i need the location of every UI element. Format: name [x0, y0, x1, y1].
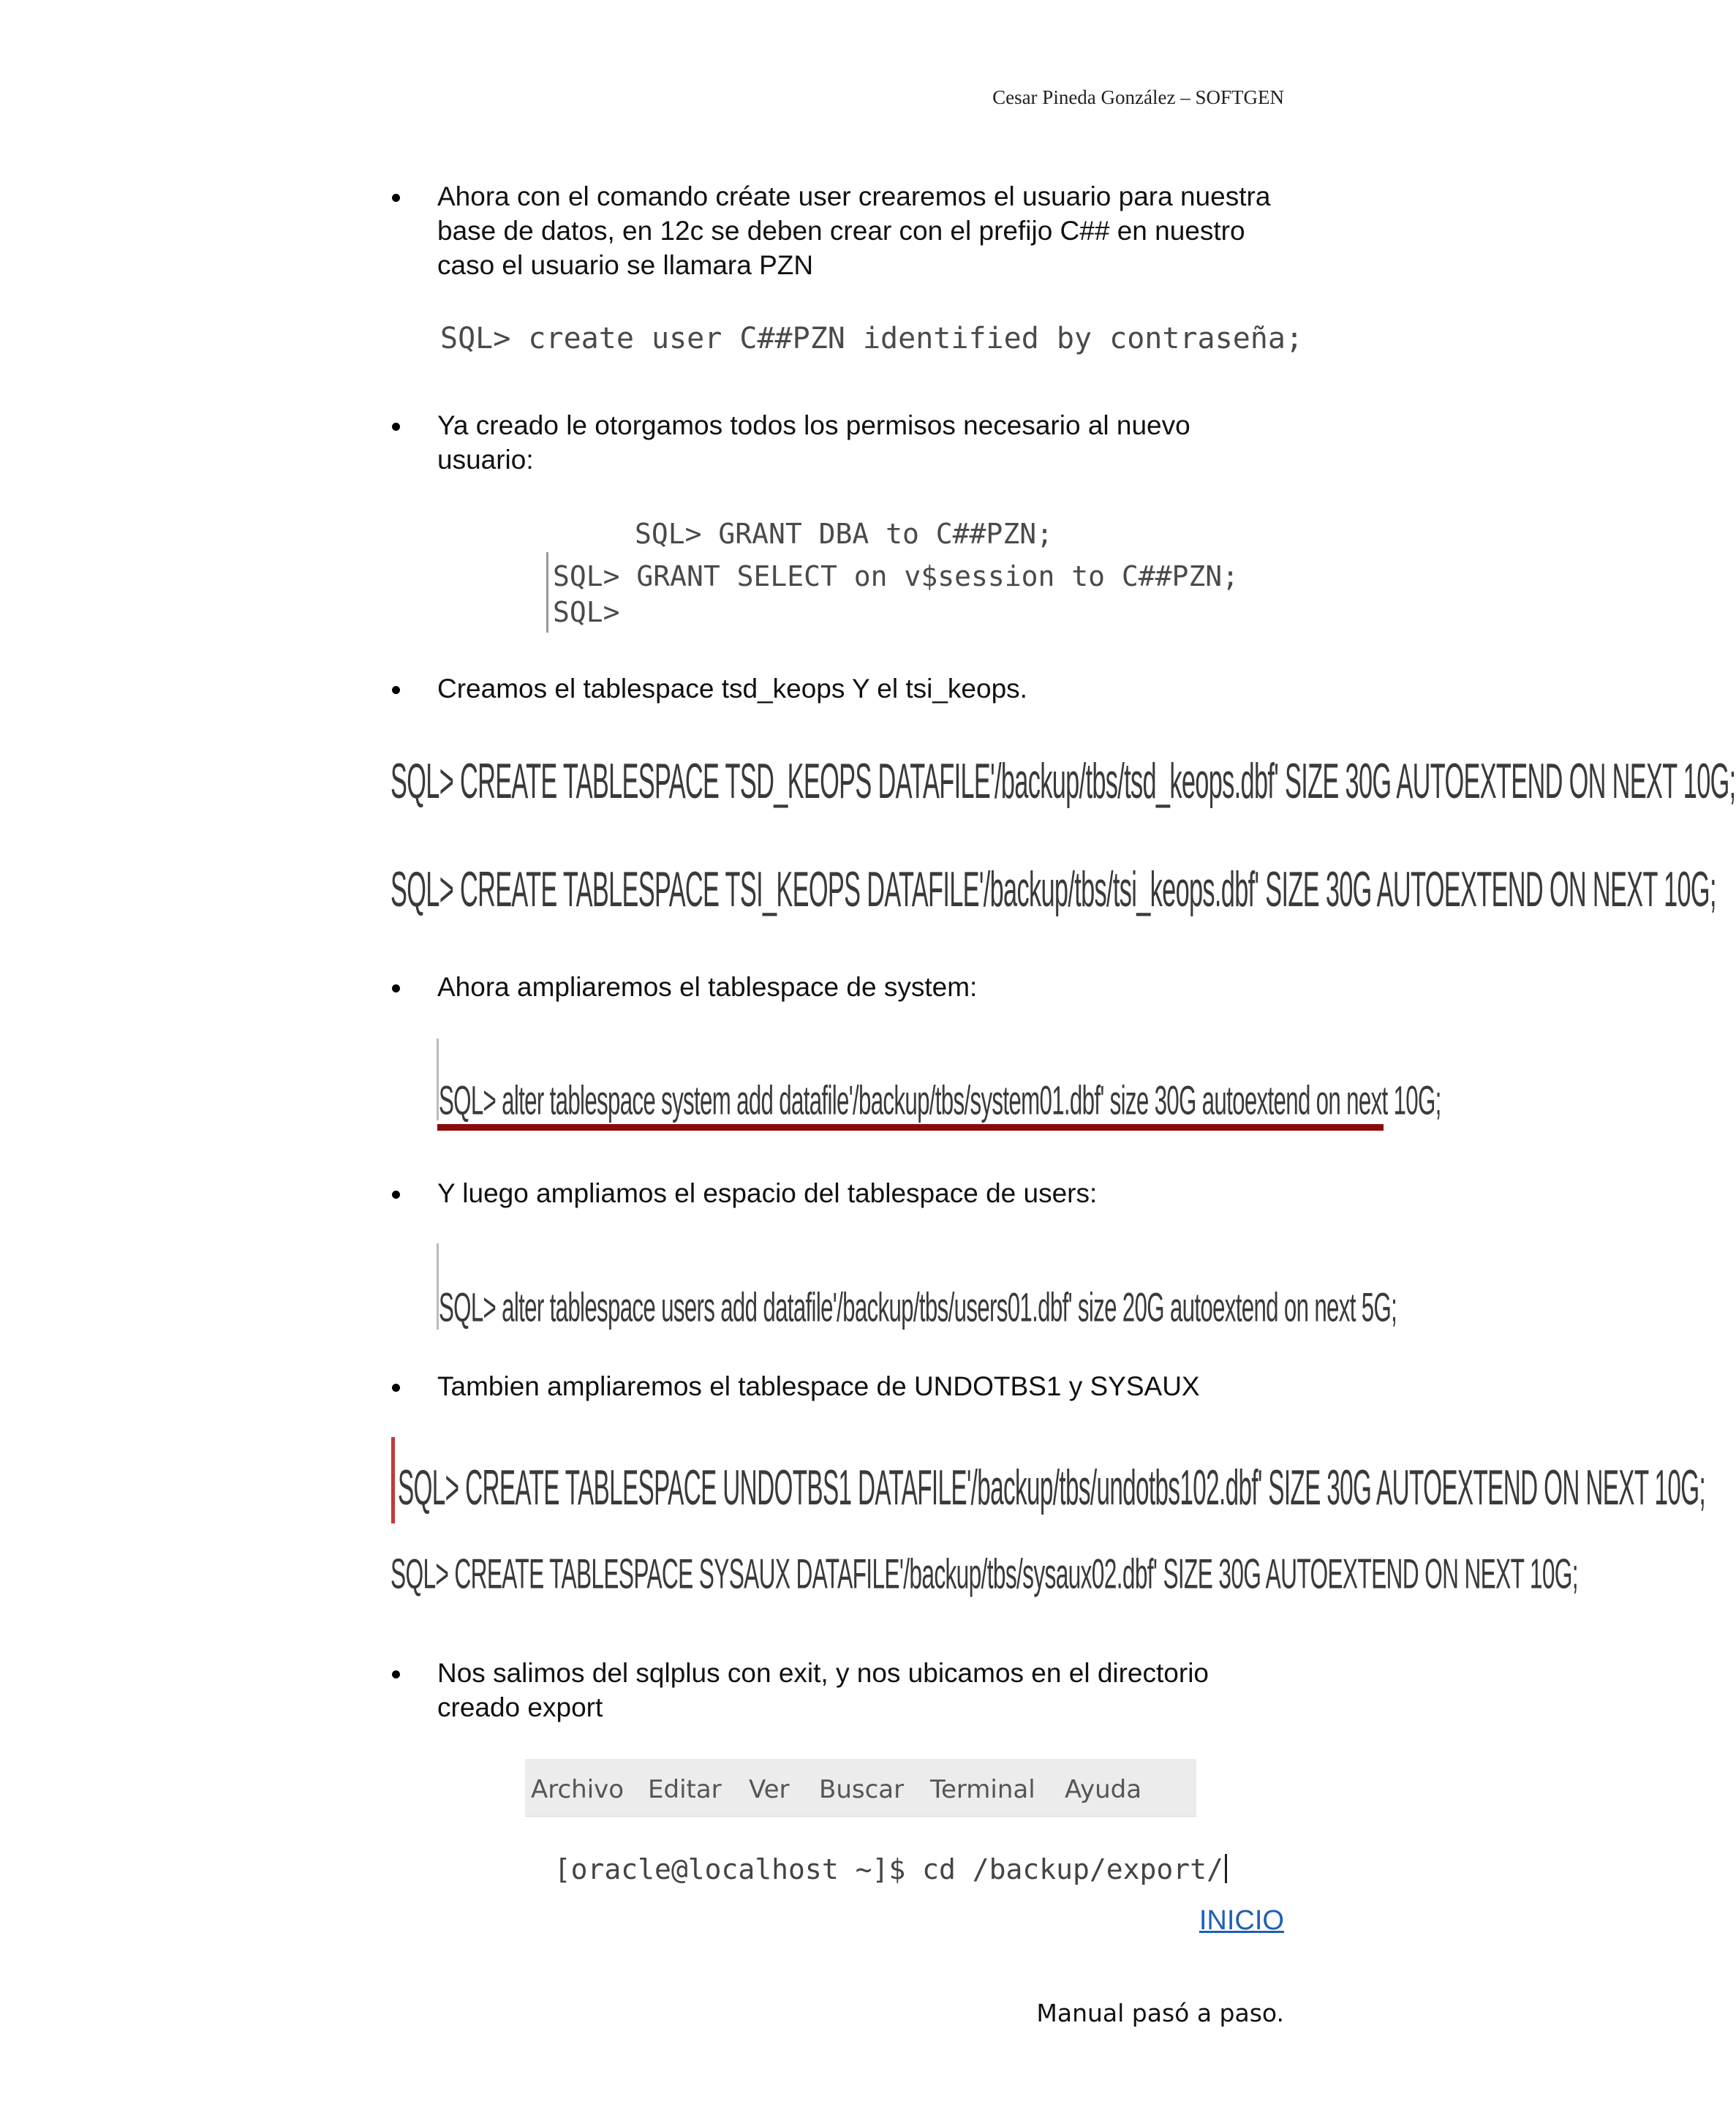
cursor-icon — [1225, 1854, 1227, 1883]
bullet-icon — [392, 423, 400, 431]
menu-buscar[interactable]: Buscar — [819, 1775, 905, 1804]
bullet-icon — [392, 194, 400, 202]
step-text: Y luego ampliamos el espacio del tablespace de users: — [437, 1178, 1098, 1208]
bullet-icon — [392, 686, 400, 694]
code-tbs-tsi: SQL> CREATE TABLESPACE TSI_KEOPS DATAFILE'/backup/tbs/tsi_keops.dbf' SIZE 30G AUTOEXTEND ON NEXT 10G; — [390, 862, 1716, 918]
code-sql-prompt: SQL> — [553, 596, 620, 628]
menu-terminal[interactable]: Terminal — [930, 1775, 1035, 1804]
page-footer: Manual pasó a paso. — [1036, 1999, 1284, 2027]
step-text: Ahora ampliaremos el tablespace de system: — [437, 972, 978, 1002]
bullet-icon — [392, 1384, 400, 1392]
step-text: Tambien ampliaremos el tablespace de UNDOTBS1 y SYSAUX — [437, 1371, 1200, 1401]
bullet-icon — [392, 1191, 400, 1199]
inicio-link[interactable]: INICIO — [1199, 1905, 1284, 1936]
code-grant-select: SQL> GRANT SELECT on v$session to C##PZN; — [553, 560, 1239, 592]
step-text: Ya creado le otorgamos todos los permisos necesario al nuevo usuario: — [437, 410, 1190, 475]
console-left-border — [391, 1437, 395, 1523]
terminal-command-line[interactable] — [521, 1821, 1227, 1885]
bullet-icon — [392, 984, 400, 992]
code-tbs-sysaux: SQL> CREATE TABLESPACE SYSAUX DATAFILE'/backup/tbs/sysaux02.dbf' SIZE 30G AUTOEXTEND ON NEXT 10G; — [390, 1551, 1578, 1598]
code-alter-system: SQL> alter tablespace system add datafile'/backup/tbs/system01.dbf' size 30G autoextend on next 10G; — [439, 1077, 1441, 1123]
code-grant-dba: SQL> GRANT DBA to C##PZN; — [635, 518, 1053, 550]
console-left-border — [546, 552, 548, 633]
window-red-border — [437, 1124, 1384, 1131]
code-tbs-undo: SQL> CREATE TABLESPACE UNDOTBS1 DATAFILE'/backup/tbs/undotbs102.dbf' SIZE 30G AUTOEXTEND ON NEXT 10G; — [398, 1461, 1706, 1516]
menu-editar[interactable]: Editar — [648, 1775, 722, 1804]
bullet-icon — [392, 1670, 400, 1678]
page-header: Cesar Pineda González – SOFTGEN — [992, 86, 1284, 108]
step-text: Ahora con el comando créate user crearemos el usuario para nuestra base de datos, en 12c se deben crear con el prefijo C## en nuestro caso el usuario se llamara PZN — [437, 181, 1271, 280]
code-create-user: SQL> create user C##PZN identified by contraseña; — [440, 322, 1304, 355]
menu-archivo[interactable]: Archivo — [531, 1775, 624, 1804]
code-alter-users: SQL> alter tablespace users add datafile'/backup/tbs/users01.dbf' size 20G autoextend on next 5G; — [439, 1284, 1397, 1330]
terminal-menubar — [525, 1759, 1196, 1817]
terminal-command-text: [oracle@localhost ~]$ cd /backup/export/ — [554, 1853, 1223, 1885]
step-text: Nos salimos del sqlplus con exit, y nos ubicamos en el directorio creado export — [437, 1658, 1209, 1722]
step-text: Creamos el tablespace tsd_keops Y el tsi_keops. — [437, 674, 1027, 704]
menu-ver[interactable]: Ver — [749, 1775, 790, 1804]
menu-ayuda[interactable]: Ayuda — [1065, 1775, 1142, 1804]
code-tbs-tsd: SQL> CREATE TABLESPACE TSD_KEOPS DATAFILE'/backup/tbs/tsd_keops.dbf' SIZE 30G AUTOEXTEND ON NEXT 10G; — [390, 754, 1736, 810]
